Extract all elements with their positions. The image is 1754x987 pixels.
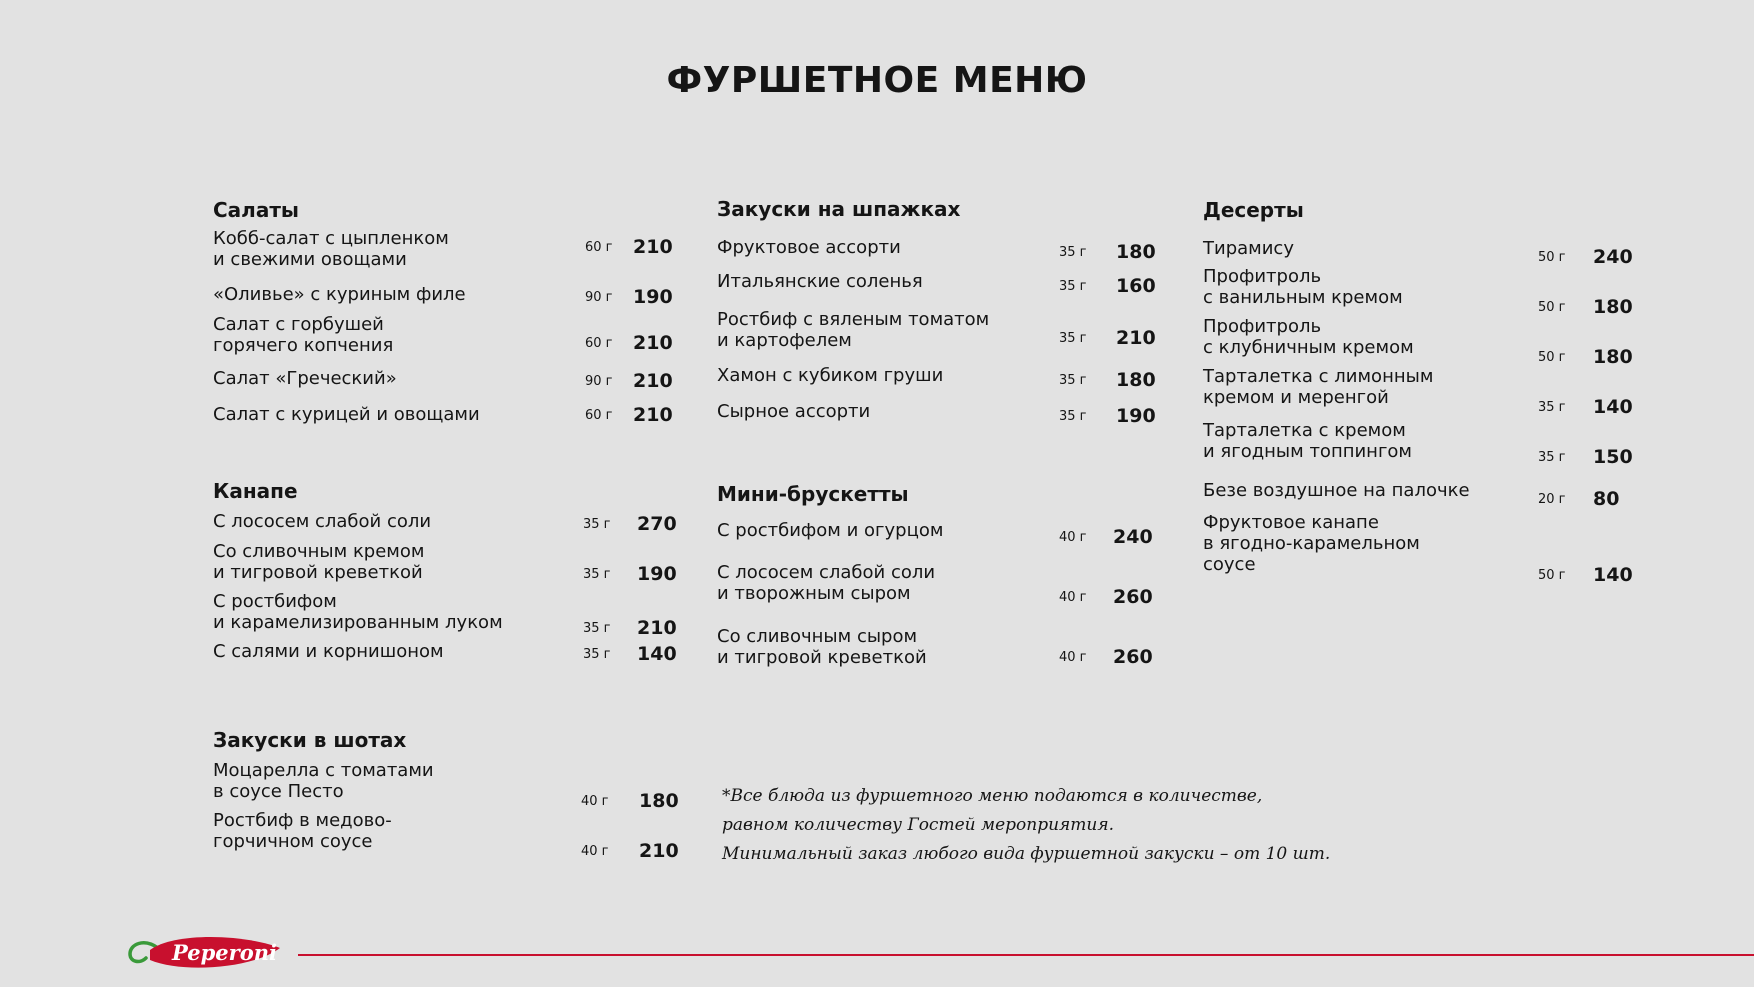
menu-item-name-line: Со сливочным сыром <box>717 626 918 647</box>
menu-item-weight: 35 г <box>1538 450 1566 465</box>
menu-item-price: 240 <box>1113 526 1153 548</box>
menu-item-name <box>213 541 424 583</box>
menu-item-name-line: в соусе Песто <box>213 781 344 802</box>
menu-item-price: 190 <box>1116 405 1156 427</box>
menu-item-name-line: и творожным сыром <box>717 583 911 604</box>
menu-item-name-line: с ванильным кремом <box>1203 287 1403 308</box>
menu-item-price: 260 <box>1113 586 1153 608</box>
menu-item-price: 140 <box>637 643 677 665</box>
menu-item-price: 210 <box>1116 327 1156 349</box>
menu-item-weight: 90 г <box>585 290 613 305</box>
menu-item-weight: 60 г <box>585 336 613 351</box>
menu-item-name-line: Сырное ассорти <box>717 401 871 422</box>
menu-item-weight: 40 г <box>581 794 609 809</box>
menu-item-price: 210 <box>633 370 673 392</box>
menu-item-weight: 20 г <box>1538 492 1566 507</box>
logo-text: Peperoni <box>172 940 277 965</box>
menu-item-name <box>717 562 935 604</box>
menu-item-name <box>1203 238 1294 259</box>
menu-item-price: 210 <box>637 617 677 639</box>
menu-item-price: 180 <box>639 790 679 812</box>
menu-item-weight: 35 г <box>583 517 611 532</box>
menu-item-name <box>717 626 927 668</box>
menu-item-weight: 40 г <box>1059 590 1087 605</box>
menu-item-name <box>1203 366 1433 408</box>
menu-item-name <box>1203 512 1420 575</box>
menu-item-weight: 35 г <box>1538 400 1566 415</box>
menu-item-name-line: и картофелем <box>717 330 852 351</box>
footnote <box>722 782 1482 869</box>
section-title: Закуски на шпажках <box>717 197 961 221</box>
menu-item-weight: 60 г <box>585 240 613 255</box>
menu-item-price: 180 <box>1116 241 1156 263</box>
menu-item-name-line: Хамон с кубиком груши <box>717 365 944 386</box>
menu-item-price: 180 <box>1593 346 1633 368</box>
menu-item-weight: 35 г <box>583 621 611 636</box>
page-title: ФУРШЕТНОЕ МЕНЮ <box>666 60 1088 101</box>
menu-item-name-line: Салат с курицей и овощами <box>213 404 480 425</box>
menu-item-name <box>213 314 393 356</box>
menu-item-name <box>717 309 989 351</box>
menu-item-price: 180 <box>1593 296 1633 318</box>
section-title: Канапе <box>213 479 298 503</box>
menu-item-price: 160 <box>1116 275 1156 297</box>
menu-item-name <box>213 760 434 802</box>
menu-item-name-line: Профитроль <box>1203 316 1322 337</box>
section-title: Десерты <box>1203 198 1304 222</box>
menu-item-name <box>717 271 923 292</box>
menu-item-weight: 35 г <box>1059 245 1087 260</box>
menu-item-price: 270 <box>637 513 677 535</box>
menu-item-name-line: Со сливочным кремом <box>213 541 425 562</box>
menu-item-weight: 50 г <box>1538 350 1566 365</box>
menu-item-price: 190 <box>633 286 673 308</box>
menu-item-name <box>213 368 397 389</box>
menu-item-name-line: и тигровой креветкой <box>213 562 423 583</box>
menu-item-weight: 60 г <box>585 408 613 423</box>
menu-item-weight: 50 г <box>1538 568 1566 583</box>
menu-item-name <box>1203 316 1414 358</box>
menu-item-name-line: Кобб-салат с цыпленком <box>213 228 449 249</box>
menu-item-name-line: С салями и корнишоном <box>213 641 444 662</box>
menu-item-name <box>213 810 392 852</box>
menu-item-price: 80 <box>1593 488 1620 510</box>
menu-item-weight: 35 г <box>583 647 611 662</box>
menu-item-name-line: и ягодным топпингом <box>1203 441 1412 462</box>
menu-item-name-line: С лососем слабой соли <box>213 511 432 532</box>
menu-item-price: 210 <box>633 236 673 258</box>
menu-item-name <box>717 365 943 386</box>
menu-item-name-line: Моцарелла с томатами <box>213 760 434 781</box>
menu-item-price: 260 <box>1113 646 1153 668</box>
peperoni-logo <box>124 930 284 974</box>
menu-item-weight: 35 г <box>1059 279 1087 294</box>
menu-item-name <box>213 284 466 305</box>
menu-item-name <box>213 404 480 425</box>
menu-item-price: 210 <box>633 332 673 354</box>
menu-item-price: 180 <box>1116 369 1156 391</box>
menu-item-name-line: Тарталетка с лимонным <box>1203 366 1434 387</box>
section-title: Салаты <box>213 198 299 222</box>
menu-item-weight: 50 г <box>1538 250 1566 265</box>
menu-item-name-line: и карамелизированным луком <box>213 612 503 633</box>
menu-item-name-line: Ростбиф с вяленым томатом <box>717 309 990 330</box>
menu-item-name <box>717 401 870 422</box>
menu-item-name-line: Тарталетка с кремом <box>1203 420 1406 441</box>
menu-item-name-line: горчичном соусе <box>213 831 373 852</box>
menu-item-name-line: соусе <box>1203 554 1256 575</box>
menu-item-name-line: и тигровой креветкой <box>717 647 927 668</box>
menu-item-name-line: Салат с горбушей <box>213 314 384 335</box>
menu-item-name-line: Профитроль <box>1203 266 1322 287</box>
menu-item-weight: 40 г <box>1059 650 1087 665</box>
menu-item-name <box>717 520 943 541</box>
menu-item-name-line: в ягодно-карамельном <box>1203 533 1420 554</box>
menu-item-price: 210 <box>633 404 673 426</box>
menu-item-name <box>213 591 503 633</box>
menu-item-name-line: С лососем слабой соли <box>717 562 936 583</box>
menu-item-weight: 35 г <box>1059 373 1087 388</box>
menu-item-name <box>717 237 901 258</box>
menu-item-name-line: Безе воздушное на палочке <box>1203 480 1470 501</box>
footnote-line: *Все блюда из фуршетного меню подаются в количестве, <box>722 786 1263 806</box>
menu-item-name <box>1203 266 1403 308</box>
footer-divider <box>298 954 1754 956</box>
menu-item-price: 240 <box>1593 246 1633 268</box>
menu-item-price: 210 <box>639 840 679 862</box>
footnote-line: равном количеству Гостей мероприятия. <box>722 815 1115 835</box>
menu-item-weight: 90 г <box>585 374 613 389</box>
menu-item-name-line: Тирамису <box>1203 238 1294 259</box>
menu-item-name <box>1203 420 1412 462</box>
section-title: Мини-брускетты <box>717 482 909 506</box>
menu-item-name-line: горячего копчения <box>213 335 394 356</box>
section-title: Закуски в шотах <box>213 728 407 752</box>
menu-item-name-line: и свежими овощами <box>213 249 407 270</box>
menu-item-weight: 35 г <box>1059 409 1087 424</box>
menu-item-weight: 35 г <box>1059 331 1087 346</box>
menu-item-weight: 35 г <box>583 567 611 582</box>
menu-item-name <box>213 511 431 532</box>
menu-item-price: 190 <box>637 563 677 585</box>
menu-item-weight: 40 г <box>1059 530 1087 545</box>
menu-item-price: 150 <box>1593 446 1633 468</box>
menu-item-name-line: Салат «Греческий» <box>213 368 397 389</box>
menu-item-price: 140 <box>1593 564 1633 586</box>
menu-item-weight: 50 г <box>1538 300 1566 315</box>
menu-item-name-line: С ростбифом <box>213 591 337 612</box>
menu-item-name-line: Итальянские соленья <box>717 271 923 292</box>
menu-item-name-line: Фруктовое ассорти <box>717 237 901 258</box>
menu-item-name-line: С ростбифом и огурцом <box>717 520 944 541</box>
footnote-line: Минимальный заказ любого вида фуршетной закуски – от 10 шт. <box>722 844 1331 864</box>
menu-item-weight: 40 г <box>581 844 609 859</box>
menu-item-name-line: кремом и меренгой <box>1203 387 1389 408</box>
menu-item-name-line: Ростбиф в медово- <box>213 810 392 831</box>
menu-item-name <box>213 641 444 662</box>
menu-item-name-line: Фруктовое канапе <box>1203 512 1379 533</box>
menu-item-name-line: с клубничным кремом <box>1203 337 1414 358</box>
menu-item-name-line: «Оливье» с куриным филе <box>213 284 466 305</box>
menu-item-name <box>1203 480 1470 501</box>
menu-item-price: 140 <box>1593 396 1633 418</box>
menu-item-name <box>213 228 449 270</box>
